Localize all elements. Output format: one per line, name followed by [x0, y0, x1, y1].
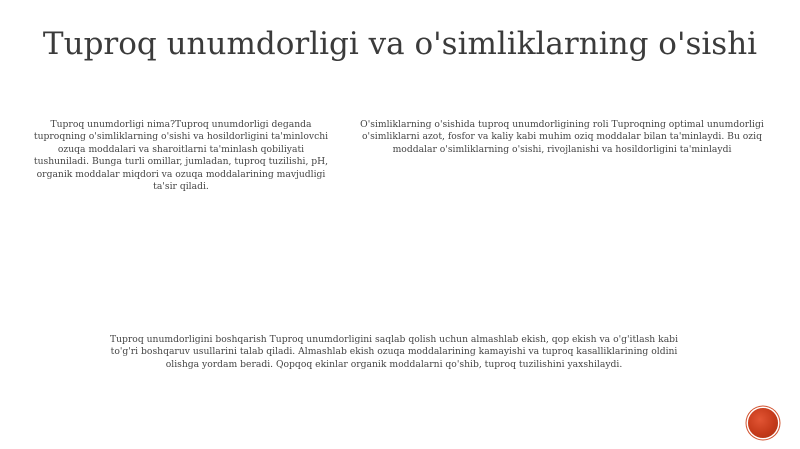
red-circle-button-icon[interactable] [748, 408, 778, 438]
text-block-fertility-definition: Tuproq unumdorligi nima?Tuproq unumdorligi deganda tuproqning o'simliklarning o'sishi va hosildorligini ta'minlovchi ozuqa moddalari va sharoitlarni ta'minlash qobiliyati tushuniladi. Bunga turli omillar, jumladan, tuproq tuzilishi, pH, organik moddalar miqdori va ozuqa moddalarining mavjudligi ta'sir qiladi. [33, 119, 329, 193]
text-block-fertility-management: Tuproq unumdorligini boshqarish Tuproq unumdorligini saqlab qolish uchun almashlab ekish, qop ekish va o'g'itlash kabi to'g'ri boshqaruv usullarini talab qiladi. Almashlab ekish ozuqa moddalarining kamayishi va tuproq kasalliklarining oldini olishga yordam beradi. Qopqoq ekinlar organik moddalarni qo'shib, tuproq tuzilishini yaxshilaydi. [109, 334, 679, 370]
text-block-fertility-role: O'simliklarning o'sishida tuproq unumdorligining roli Tuproqning optimal unumdorligi o'simliklarni azot, fosfor va kaliy kabi muhim oziq moddalar bilan ta'minlaydi. Bu oziq moddalar o'simliklarning o'sishi, rivojlanishi va hosildorligini ta'minlaydi [360, 119, 764, 155]
slide-title: Tuproq unumdorligi va o'simliklarning o'sishi [42, 26, 758, 62]
